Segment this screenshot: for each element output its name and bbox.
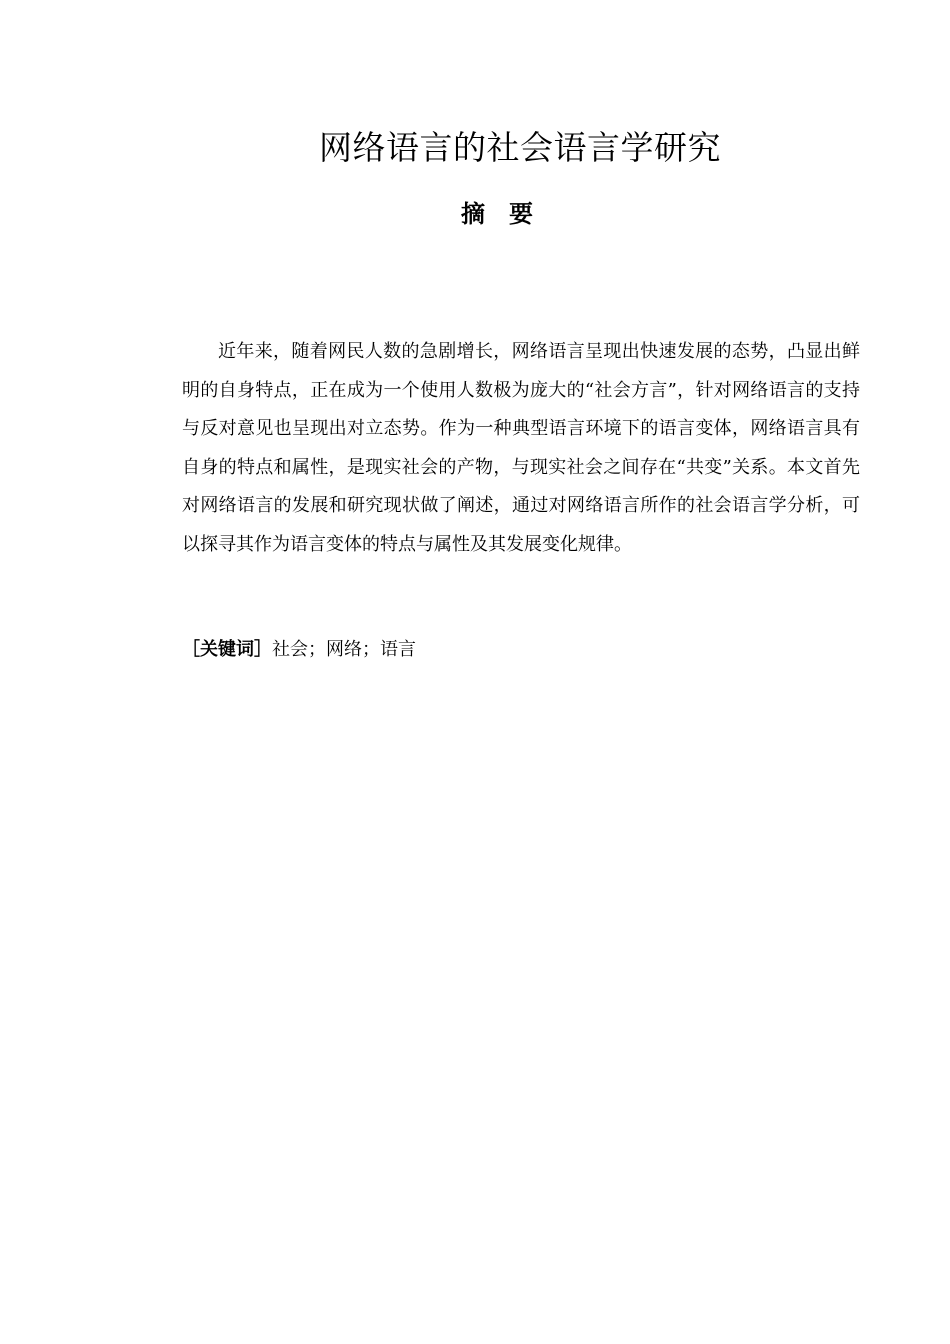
keywords-value: 社会；网络；语言 xyxy=(272,639,416,660)
abstract-heading: 摘 要 xyxy=(461,200,533,228)
abstract-paragraph: 近年来，随着网民人数的急剧增长，网络语言呈现出快速发展的态势，凸显出鲜明的自身特点，正在成为一个使用人数极为庞大的“社会方言”，针对网络语言的支持与反对意见也呈现出对立态势。作为一种典型语言环境下的语言变体，网络语言具有自身的特点和属性，是现实社会的产物，与现实社会之间存在“共变”关系。本文首先对网络语言的发展和研究现状做了阐述，通过对网络语言所作的社会语言学分析，可以探寻其作为语言变体的特点与属性及其发展变化规律。 xyxy=(182,341,860,555)
document-title: 网络语言的社会语言学研究 xyxy=(319,128,721,167)
keywords-label: ［关键词］ xyxy=(182,639,272,660)
keywords-line xyxy=(182,636,416,664)
